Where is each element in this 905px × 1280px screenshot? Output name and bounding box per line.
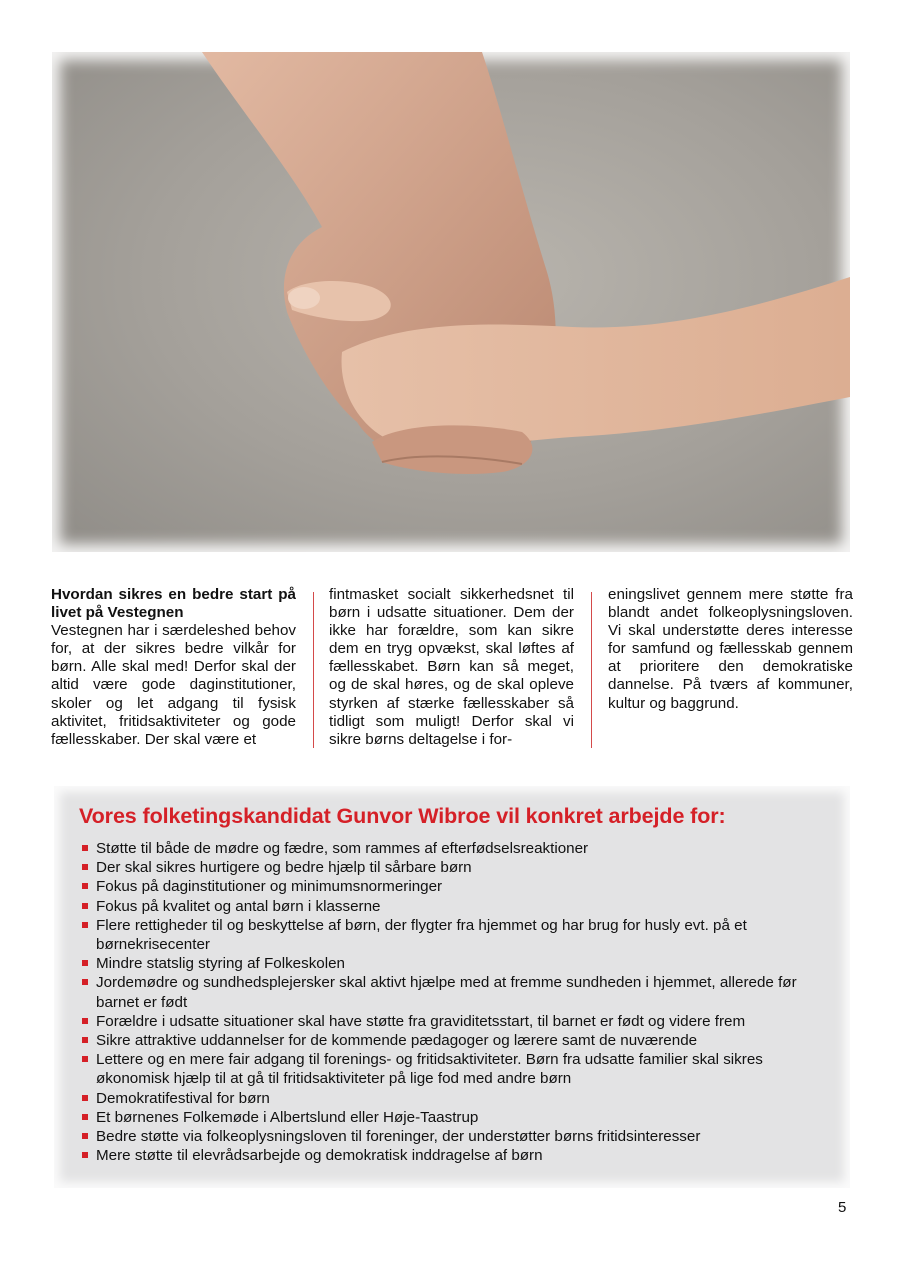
article-text-1: Vestegnen har i særdeleshed behov for, at der sikres bedre vilkår for børn. Alle skal med! Derfor skal der altid være gode daginstitutioner, skoler og let adgang til fysisk aktivitet, fritidsaktiviteter og gode fællesskaber. Der skal være et <box>51 622 296 748</box>
column-divider <box>591 592 592 748</box>
article-column-1 <box>51 586 296 749</box>
bullet-square-icon <box>82 903 88 909</box>
list-item: Jordemødre og sundhedsplejersker skal aktivt hjælpe med at fremme sundheden i hjemmet, allerede før barnet er født <box>82 973 822 1011</box>
article-columns <box>51 586 853 756</box>
article-column-2 <box>329 586 574 749</box>
list-item: Forældre i udsatte situationer skal have støtte fra graviditetsstart, til barnet er født og videre frem <box>82 1012 822 1031</box>
bullet-square-icon <box>82 1114 88 1120</box>
list-item: Mere støtte til elevrådsarbejde og demokratisk inddragelse af børn <box>82 1146 822 1165</box>
list-item: Et børnenes Folkemøde i Albertslund eller Høje-Taastrup <box>82 1108 822 1127</box>
bullet-square-icon <box>82 1056 88 1062</box>
bullet-square-icon <box>82 864 88 870</box>
article-column-3 <box>608 586 853 713</box>
bullet-square-icon <box>82 979 88 985</box>
bullet-square-icon <box>82 922 88 928</box>
article-title: Hvordan sikres en bedre start på livet på Vestegnen <box>51 586 296 622</box>
bullet-square-icon <box>82 1152 88 1158</box>
list-item: Lettere og en mere fair adgang til forenings- og fritidsaktiviteter. Børn fra udsatte familier skal sikres økonomisk hjælp til at gå til fritidsaktiviteter på lige fod med andre børn <box>82 1050 822 1088</box>
bullet-square-icon <box>82 1095 88 1101</box>
candidate-bullet-list <box>82 839 822 1165</box>
bullet-square-icon <box>82 883 88 889</box>
bullet-square-icon <box>82 1133 88 1139</box>
list-item: Demokratifestival for børn <box>82 1089 822 1108</box>
bullet-square-icon <box>82 1037 88 1043</box>
list-item: Fokus på kvalitet og antal børn i klasserne <box>82 897 822 916</box>
candidate-box <box>54 786 850 1188</box>
page-number: 5 <box>838 1199 847 1216</box>
hero-photo <box>52 52 850 552</box>
list-item: Fokus på daginstitutioner og minimumsnormeringer <box>82 877 822 896</box>
list-item: Mindre statslig styring af Folkeskolen <box>82 954 822 973</box>
column-divider <box>313 592 314 748</box>
bullet-square-icon <box>82 960 88 966</box>
bullet-square-icon <box>82 845 88 851</box>
list-item: Sikre attraktive uddannelser for de kommende pædagoger og lærere samt de nuværende <box>82 1031 822 1050</box>
hand-holding-hand-photo <box>52 52 850 552</box>
bullet-square-icon <box>82 1018 88 1024</box>
article-text-3: eningslivet gennem mere støtte fra blandt andet folkeoplysningsloven. Vi skal understøtte deres interesse for samfund og fællesskab gennem at prioritere den demokratiske dannelse. På tværs af kommuner, kultur og baggrund. <box>608 586 853 712</box>
list-item: Der skal sikres hurtigere og bedre hjælp til sårbare børn <box>82 858 822 877</box>
list-item: Støtte til både de mødre og fædre, som rammes af efterfødselsreaktioner <box>82 839 822 858</box>
article-text-2: fintmasket socialt sikkerhedsnet til børn i udsatte situationer. Dem der ikke har forældre, som kan sikre dem en tryg opvækst, skal løftes af fællesskabet. Børn kan så meget, og de skal høres, og de skal opleve styrken af stærke fællesskaber så tidligt som muligt! Derfor skal vi sikre børns deltagelse i for- <box>329 586 574 748</box>
list-item: Flere rettigheder til og beskyttelse af børn, der flygter fra hjemmet og har brug for husly evt. på et børnekrisecenter <box>82 916 822 954</box>
list-item: Bedre støtte via folkeoplysningsloven til foreninger, der understøtter børns fritidsinteresser <box>82 1127 822 1146</box>
candidate-box-title: Vores folketingskandidat Gunvor Wibroe vil konkret arbejde for: <box>79 804 726 828</box>
